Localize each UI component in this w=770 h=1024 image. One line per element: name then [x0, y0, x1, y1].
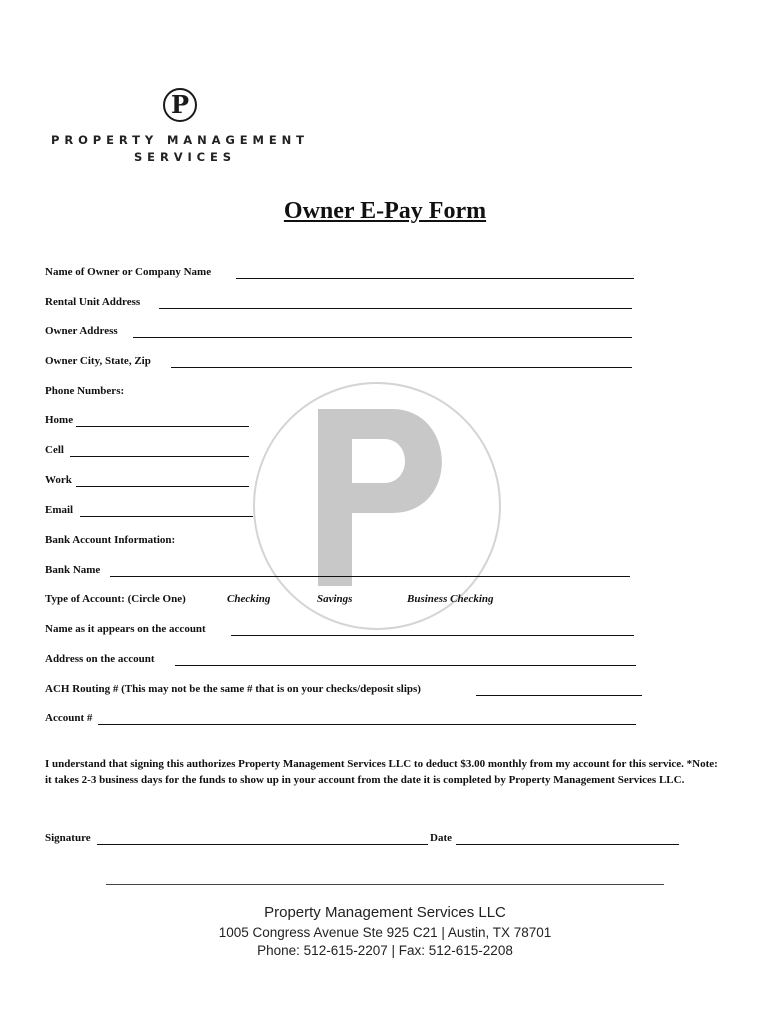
bank-name-field[interactable] [110, 576, 630, 577]
ach-routing-field[interactable] [476, 695, 642, 696]
work-phone-label: Work [45, 474, 72, 486]
brand-line-1: PROPERTY MANAGEMENT [51, 133, 309, 147]
footer-company: Property Management Services LLC [264, 904, 506, 921]
account-name-field[interactable] [231, 635, 634, 636]
work-phone-field[interactable] [76, 486, 249, 487]
home-phone-field[interactable] [76, 426, 249, 427]
savings-option[interactable]: Savings [317, 593, 353, 605]
email-field[interactable] [80, 516, 253, 517]
owner-city-field[interactable] [171, 367, 632, 368]
email-label: Email [45, 504, 74, 516]
footer-phone: Phone: 512-615-2207 | Fax: 512-615-2208 [257, 943, 513, 958]
cell-phone-field[interactable] [70, 456, 249, 457]
account-number-label: Account # [45, 712, 93, 724]
owner-city-label: Owner City, State, Zip [45, 355, 151, 367]
page-title: Owner E-Pay Form [283, 198, 487, 224]
rental-address-label: Rental Unit Address [45, 296, 141, 308]
account-type-label: Type of Account: (Circle One) [45, 593, 186, 605]
owner-address-field[interactable] [133, 337, 632, 338]
ach-routing-label: ACH Routing # (This may not be the same # that is on your checks/deposit slips) [45, 683, 421, 695]
home-phone-label: Home [45, 414, 74, 426]
brand-line-2: SERVICES [134, 150, 236, 164]
owner-name-field[interactable] [236, 278, 634, 279]
phone-numbers-label: Phone Numbers: [45, 385, 125, 397]
date-field[interactable] [456, 844, 679, 845]
owner-address-label: Owner Address [45, 325, 118, 337]
cell-phone-label: Cell [45, 444, 64, 456]
signature-label: Signature [45, 832, 91, 844]
checking-option[interactable]: Checking [227, 593, 271, 605]
owner-name-label: Name of Owner or Company Name [45, 266, 212, 278]
bank-info-label: Bank Account Information: [45, 534, 176, 546]
business-checking-option[interactable]: Business Checking [407, 593, 494, 605]
account-name-label: Name as it appears on the account [45, 623, 206, 635]
account-number-field[interactable] [98, 724, 636, 725]
account-address-field[interactable] [175, 665, 636, 666]
logo-letter: P [170, 90, 190, 119]
date-label: Date [430, 832, 452, 844]
signature-field[interactable] [97, 844, 428, 845]
disclaimer-text: I understand that signing this authorizes Property Management Services LLC to deduct $3.00 monthly from my account for this service. *Note: it takes 2-3 business days for the funds to show up in your account from the date it is completed by Property Management Services LLC. [45, 758, 718, 786]
account-address-label: Address on the account [45, 653, 155, 665]
footer-divider [106, 884, 664, 885]
footer-address: 1005 Congress Avenue Ste 925 C21 | Austin, TX 78701 [218, 925, 552, 940]
bank-name-label: Bank Name [45, 564, 101, 576]
rental-address-field[interactable] [159, 308, 632, 309]
